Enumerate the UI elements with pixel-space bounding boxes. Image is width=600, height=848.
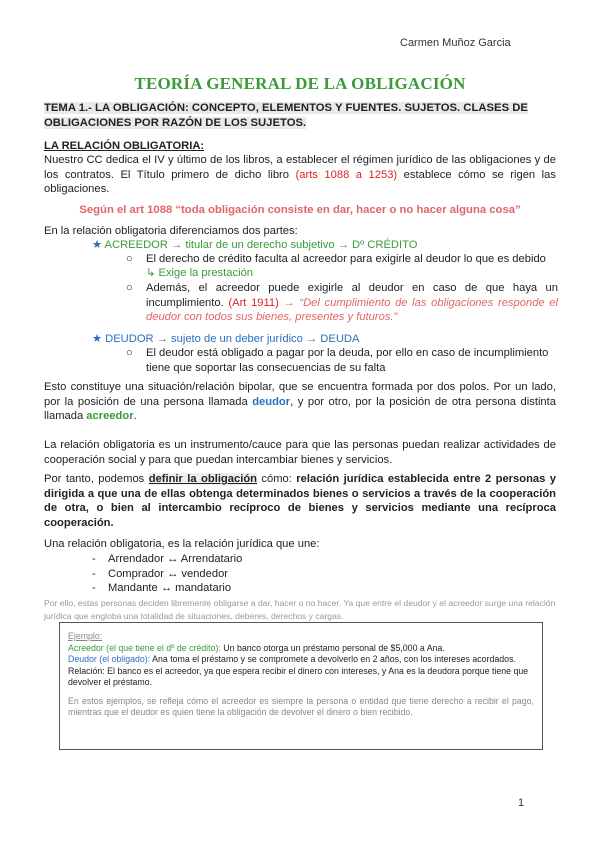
acreedor-label: ACREEDOR → titular de un derecho subjetivo → Dº CRÉDITO	[104, 239, 418, 251]
bipolar-text-3: .	[133, 410, 137, 423]
art-1088-quote: Según el art 1088 “toda obligación consiste en dar, hacer o no hacer alguna cosa”	[79, 204, 521, 216]
example-acreedor-label: Acreedor (el que tiene el dº de crédito):	[68, 642, 221, 653]
circle-bullet-icon: ○	[126, 347, 133, 359]
circle-bullet-icon: ○	[126, 282, 133, 294]
list-item: - Arrendador ↔ Arrendatario	[92, 553, 243, 565]
acreedor-arrow-note: ↳ Exige la prestación	[146, 267, 254, 279]
example-relacion: Relación: El banco es el acreedor, ya que espera recibir el dinero con intereses, y Ana es la deudora porque tiene que devolver el préstamo.	[68, 665, 529, 687]
acreedor-art-quote: → “Del cumplimiento de las obligaciones responde el deudor con todos sus bienes, presentes y futuros.”	[146, 296, 558, 323]
circle-bullet-icon: ○	[126, 253, 133, 265]
pairs-list	[92, 552, 242, 596]
tema-heading	[44, 101, 556, 130]
intro-text-1: Nuestro CC dedica el IV y último de los libros, a establecer el régimen jurídico de las obligaciones y de los contratos. El Título primero de dicho libro	[44, 154, 556, 181]
example-acreedor-text: Un banco otorga un préstamo personal de $5,000 a Ana.	[220, 642, 445, 653]
list-item: - Mandante ↔ mandatario	[92, 582, 232, 595]
instrument-paragraph: La relación obligatoria es un instrumento/cauce para que las personas puedan realizar actividades de cooperación social y para que puedan intercambiar bienes y servicios.	[44, 439, 556, 466]
parties-intro: En la relación obligatoria diferenciamos dos partes:	[44, 225, 298, 237]
list-item: - Comprador ↔ vendedor	[92, 567, 229, 580]
pair-text: Comprador ↔ vendedor	[108, 567, 229, 580]
example-heading: Ejemplo:	[68, 631, 103, 641]
deudor-line	[92, 332, 359, 347]
definition-bold: relación jurídica establecida entre 2 personas y dirigida a que una de ellas obtenga determinados bienes o servicios a través de la cooperación de otra, o bien al intercambio recíproco de bienes y servicios mediante una recíproca cooperación.	[44, 473, 556, 529]
intro-arts: (arts 1088 a 1253)	[295, 168, 398, 181]
intro-text-2: establece cómo se rigen las obligaciones.	[44, 168, 556, 196]
document-title: TEORÍA GENERAL DE LA OBLIGACIÓN	[134, 74, 466, 93]
bipolar-text-1: Esto constituye una situación/relación bipolar, que se encuentra formada por dos polos. Por un lado, por la posición de una persona llamada	[44, 381, 556, 408]
section-heading: LA RELACIÓN OBLIGATORIA:	[44, 140, 205, 152]
acreedor-line	[92, 238, 417, 253]
deudor-label: DEUDOR → sujeto de un deber jurídico → DEUDA	[105, 333, 360, 345]
star-icon: ★	[92, 239, 103, 251]
acreedor-art: (Art 1911)	[228, 296, 279, 309]
bipolar-deudor: deudor	[252, 395, 291, 408]
pair-text: Arrendador ↔ Arrendatario	[108, 553, 243, 565]
author-name: Carmen Muñoz Garcia	[400, 37, 511, 49]
example-box	[59, 622, 543, 750]
example-note: En estos ejemplos, se refleja cómo el acreedor es siempre la persona o entidad que tiene derecho a recibir el pago, mientras que el deudor es quien tiene la obligación de devolver el dinero o bien recibido.	[68, 695, 534, 717]
intro-paragraph	[44, 153, 556, 197]
deudor-bullet-1-text: El deudor está obligado a pagar por la deuda, por ello en caso de incumplimiento tiene que soportar las consecuencias de su falta	[146, 347, 549, 374]
definition-text-2: cómo:	[256, 473, 297, 485]
small-note: Por ello, estas personas deciden libremente obligarse a dar, hacer o no hacer. Ya que entre el deudor y el acreedor surge una relación jurídica que engloba una totalidad de situaciones, deberes, derechos y cargas.	[44, 598, 556, 621]
definition-highlight: definir la obligación	[148, 473, 257, 485]
example-deudor	[68, 654, 534, 666]
tema-text: TEMA 1.- LA OBLIGACIÓN: CONCEPTO, ELEMENTOS Y FUENTES. SUJETOS. CLASES DE OBLIGACIONES POR RAZÓN DE LOS SUJETOS.	[44, 102, 528, 129]
relation-intro: Una relación obligatoria, es la relación jurídica que une:	[44, 538, 320, 550]
bipolar-acreedor: acreedor	[86, 410, 134, 423]
acreedor-bullet-1-text: El derecho de crédito faculta al acreedor para exigirle al deudor lo que es debido	[146, 253, 546, 265]
bipolar-paragraph	[44, 380, 556, 424]
example-acreedor	[68, 643, 534, 655]
page-number: 1	[518, 797, 525, 809]
definition-text-1: Por tanto, podemos	[44, 473, 149, 485]
pair-text: Mandante ↔ mandatario	[108, 582, 232, 595]
definition-paragraph	[44, 472, 556, 530]
example-deudor-label: Deudor (el obligado):	[68, 654, 151, 664]
example-deudor-text: Ana toma el préstamo y se compromete a devolverlo en 2 años, con los intereses acordados.	[150, 654, 516, 664]
bipolar-text-2: , y por otro, por la posición de otra persona distinta llamada	[44, 395, 556, 423]
acreedor-bullet-2-text: Además, el acreedor puede exigirle al deudor en caso de que haya un incumplimiento.	[146, 282, 558, 309]
star-icon: ★	[92, 333, 103, 345]
